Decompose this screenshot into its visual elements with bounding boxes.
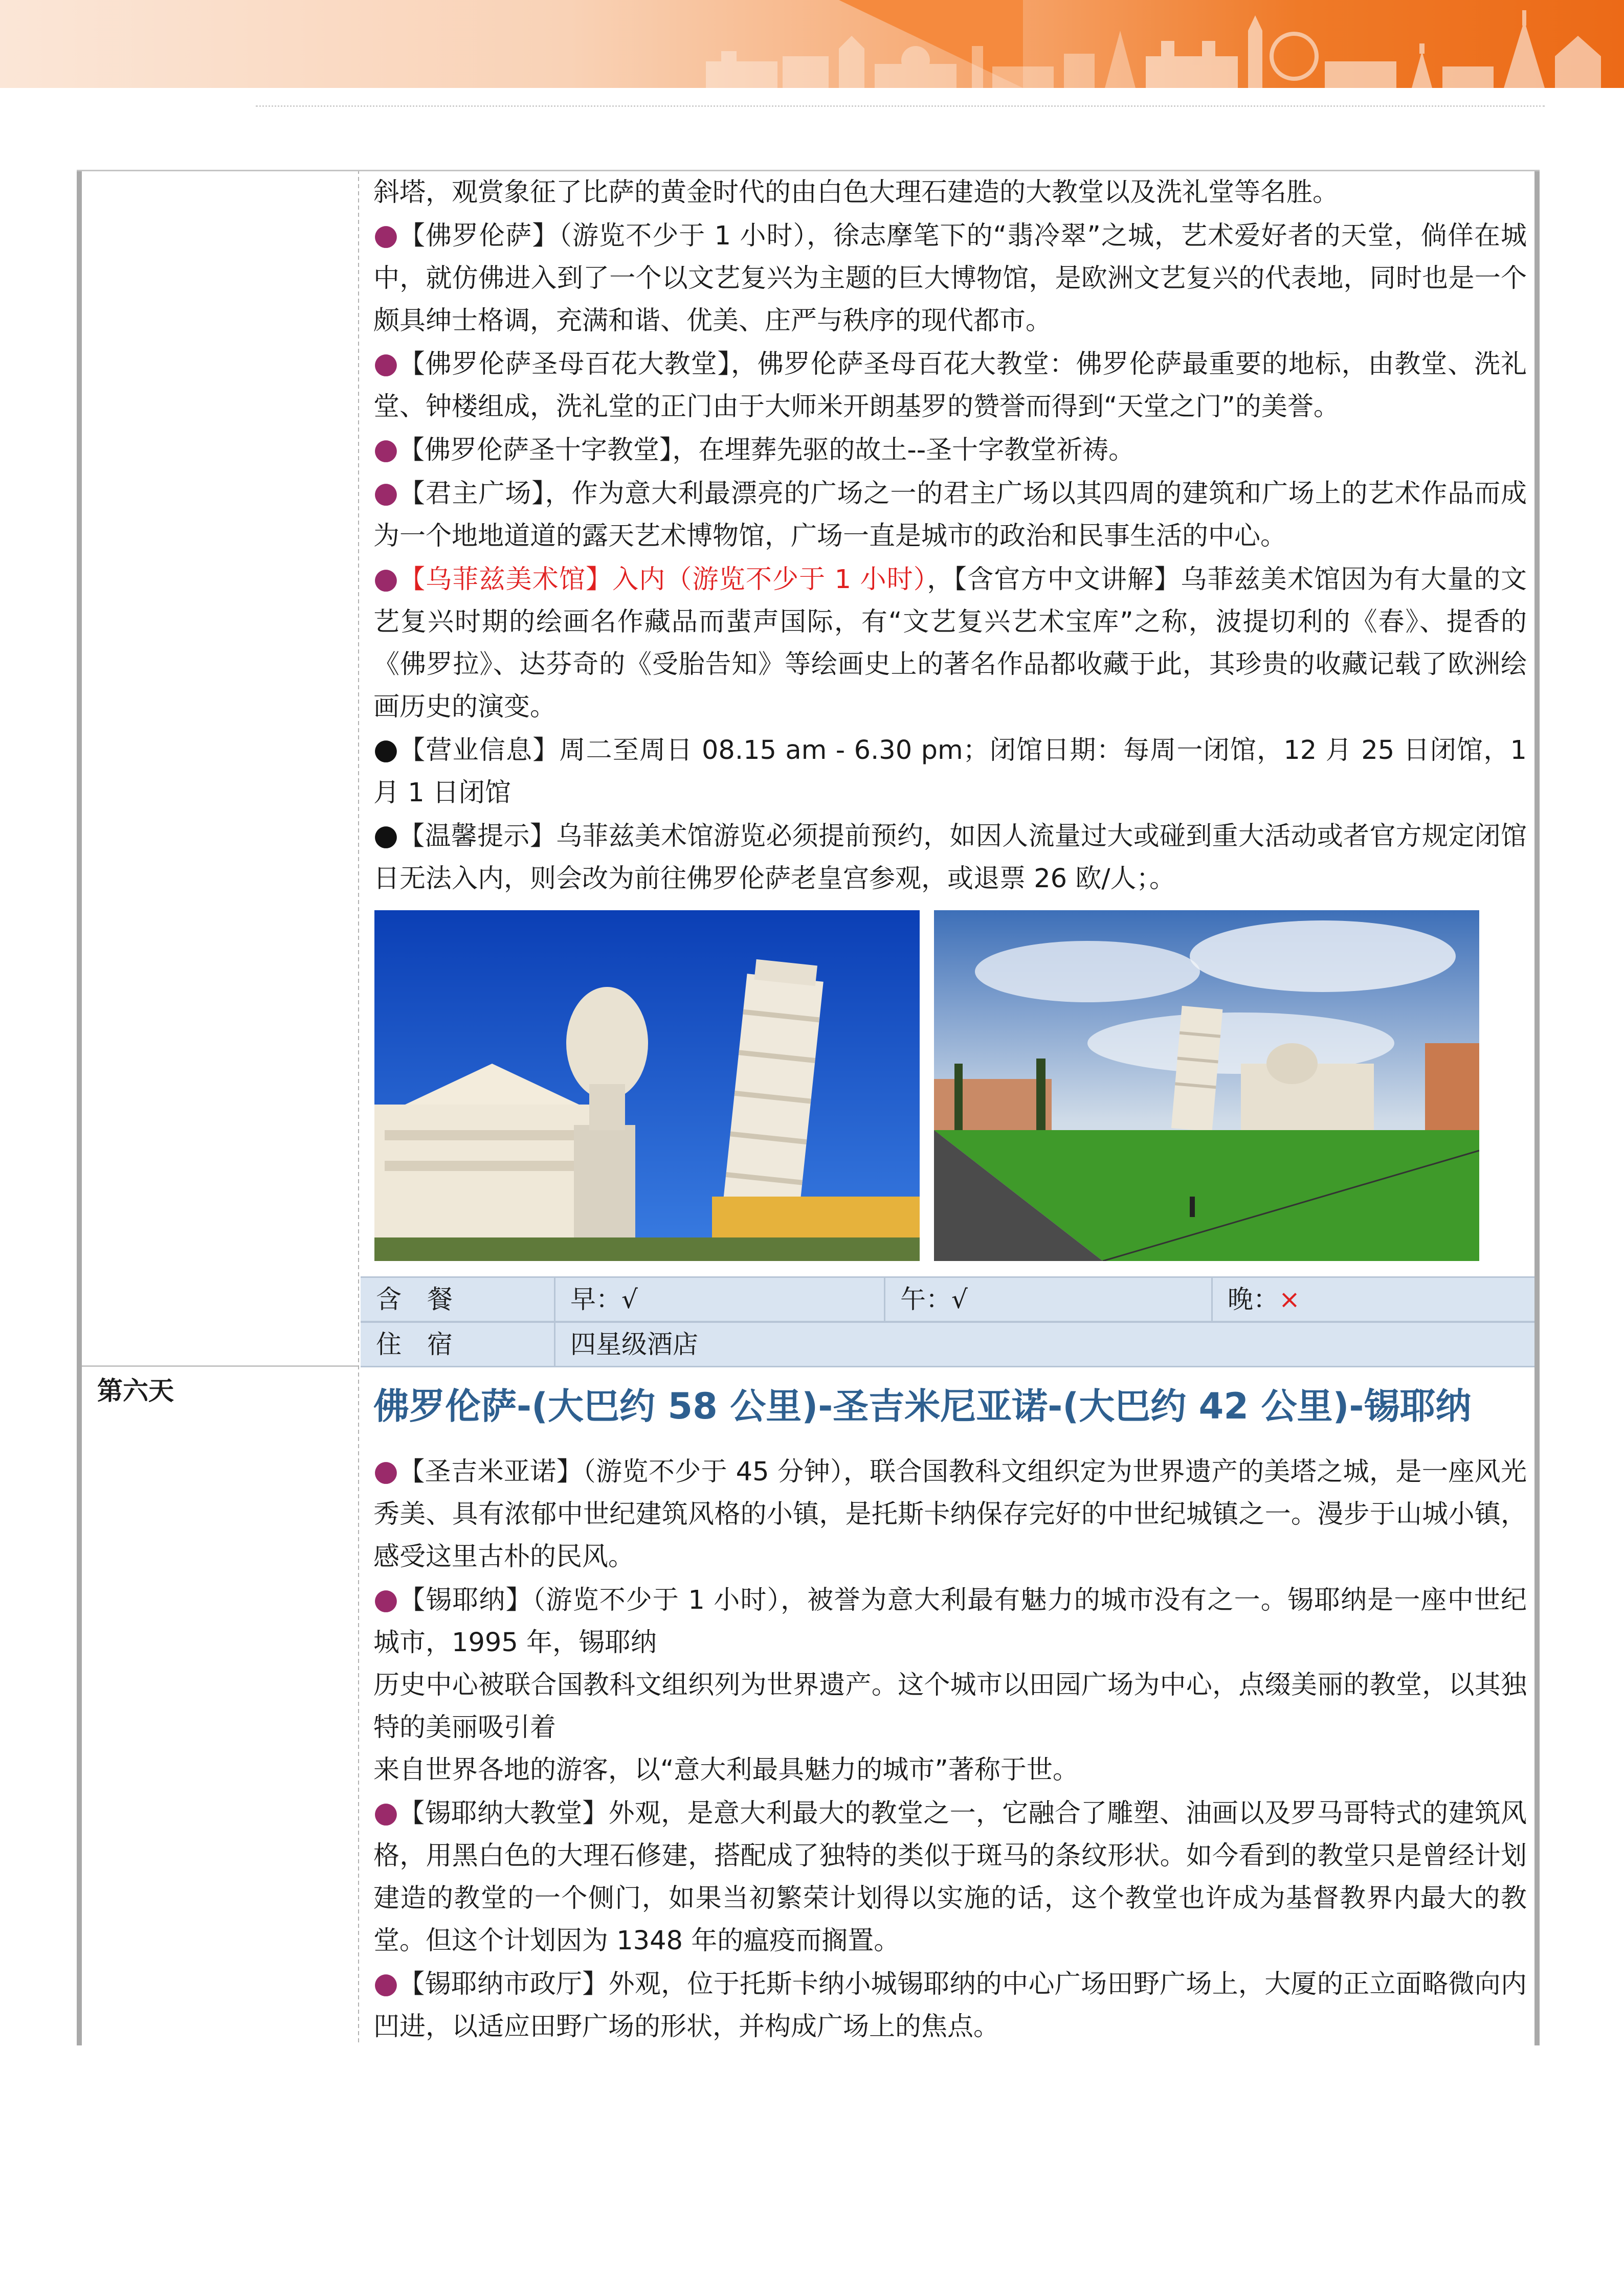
- itinerary-paragraph: [373, 1450, 1527, 1578]
- bullet-icon: ●: [373, 733, 399, 766]
- paragraph-text: 【佛罗伦萨】（游览不少于 1 小时），徐志摩笔下的“翡冷翠”之城，艺术爱好者的天堂，倘佯在城中，就仿佛进入到了一个以文艺复兴为主题的巨大博物馆，是欧洲文艺复兴的代表地，同时也是一个颇具绅士格调，充满和谐、优美、庄严与秩序的现代都市。: [373, 221, 1527, 336]
- pisa-square-lawn-photo: [934, 910, 1479, 1261]
- pisa-tower-statue-photo: [374, 910, 920, 1261]
- itinerary-paragraph: [373, 557, 1527, 728]
- lodging-label: 住 宿: [376, 1330, 453, 1359]
- day6-description: [373, 1450, 1527, 2048]
- paragraph-text: 【锡耶纳】（游览不少于 1 小时），被誉为意大利最有魅力的城市没有之一。锡耶纳是一座中世纪城市，1995 年，锡耶纳: [373, 1585, 1527, 1658]
- bullet-icon: ●: [373, 1796, 399, 1829]
- dinner-value: [1228, 1278, 1300, 1321]
- itinerary-paragraph: [373, 1749, 1527, 1791]
- day-six-label: 第六天: [97, 1376, 174, 1406]
- day5-description: [373, 171, 1527, 900]
- cell-divider: [554, 1278, 555, 1321]
- paragraph-text: ，【含官方中文讲解】乌菲兹美术馆因为有大量的文艺复兴时期的绘画名作藏品而蜚声国际，有“文艺复兴艺术宝库”之称，波提切利的《春》、提香的《佛罗拉》、达芬奇的《受胎告知》等绘画史上的著名作品都收藏于此，其珍贵的收藏记载了欧洲绘画历史的演变。: [373, 565, 1527, 722]
- itinerary-paragraph: [373, 214, 1527, 342]
- table-left-border: [77, 170, 82, 2045]
- bullet-icon: ●: [373, 218, 399, 252]
- day-row-divider: [82, 1365, 358, 1367]
- itinerary-paragraph: [373, 814, 1527, 900]
- cell-divider: [554, 1323, 555, 1366]
- itinerary-paragraph: [373, 342, 1527, 428]
- lunch-value: 午：√: [900, 1285, 968, 1314]
- paragraph-text: 【温馨提示】乌菲兹美术馆游览必须提前预约，如因人流量过大或碰到重大活动或者官方规定闭馆日无法入内，则会改为前往佛罗伦萨老皇宫参观，或退票 26 欧/人；。: [373, 821, 1527, 894]
- itinerary-paragraph: [373, 428, 1527, 471]
- bullet-icon: ●: [373, 1583, 399, 1616]
- breakfast-value: 早：√: [570, 1285, 638, 1314]
- itinerary-paragraph: [373, 1791, 1527, 1962]
- bullet-icon: ●: [373, 476, 399, 509]
- itinerary-paragraph: [373, 471, 1527, 557]
- paragraph-text: 【营业信息】周二至周日 08.15 am - 6.30 pm；闭馆日期：每周一闭馆，12 月 25 日闭馆，1 月 1 日闭馆: [373, 735, 1527, 808]
- paragraph-text: 【佛罗伦萨圣母百花大教堂】，佛罗伦萨圣母百花大教堂：佛罗伦萨最重要的地标，由教堂、洗礼堂、钟楼组成，洗礼堂的正门由于大师米开朗基罗的赞誉而得到“天堂之门”的美誉。: [373, 349, 1527, 422]
- paragraph-text: 【锡耶纳市政厅】外观，位于托斯卡纳小城锡耶纳的中心广场田野广场上，大厦的正立面略微向内凹进，以适应田野广场的形状，并构成广场上的焦点。: [373, 1969, 1527, 2042]
- day6-route-title: 佛罗伦萨-(大巴约 58 公里)-圣吉米尼亚诺-(大巴约 42 公里)-锡耶纳: [373, 1385, 1472, 1427]
- paragraph-text: 斜塔，观赏象征了比萨的黄金时代的由白色大理石建造的大教堂以及洗礼堂等名胜。: [373, 177, 1339, 208]
- bullet-icon: ●: [373, 1454, 399, 1488]
- highlight-text: 【乌菲兹美术馆】入内（游览不少于 1 小时）: [399, 565, 927, 595]
- itinerary-paragraph: [373, 728, 1527, 814]
- dinner-label: 晚：: [1228, 1285, 1279, 1314]
- itinerary-paragraph: [373, 1578, 1527, 1664]
- paragraph-text: 历史中心被联合国教科文组织列为世界遗产。这个城市以田园广场为中心，点缀美丽的教堂，以其独特的美丽吸引着: [373, 1670, 1527, 1743]
- lodging-row: [361, 1321, 1534, 1367]
- paragraph-text: 来自世界各地的游客，以“意大利最具魅力的城市”著称于世。: [373, 1755, 1079, 1785]
- itinerary-paragraph: [373, 1962, 1527, 2048]
- paragraph-text: 【圣吉米亚诺】（游览不少于 45 分钟），联合国教科文组织定为世界遗产的美塔之城，是一座风光秀美、具有浓郁中世纪建筑风格的小镇，是托斯卡纳保存完好的中世纪城镇之一。漫步于山城小镇，感受这里古朴的民风。: [373, 1457, 1527, 1572]
- itinerary-paragraph: [373, 1664, 1527, 1749]
- paragraph-text: 【佛罗伦萨圣十字教堂】，在埋葬先驱的故土--圣十字教堂祈祷。: [398, 435, 1135, 465]
- header-divider: [256, 105, 1545, 107]
- table-column-divider: [358, 170, 359, 2045]
- paragraph-text: 【君主广场】，作为意大利最漂亮的广场之一的君主广场以其四周的建筑和广场上的艺术作品而成为一个地地道道的露天艺术博物馆，广场一直是城市的政治和民事生活的中心。: [373, 479, 1527, 551]
- paragraph-text: 【锡耶纳大教堂】外观，是意大利最大的教堂之一，它融合了雕塑、油画以及罗马哥特式的建筑风格，用黑白色的大理石修建，搭配成了独特的类似于斑马的条纹形状。如今看到的教堂只是曾经计划建造的教堂的一个侧门，如果当初繁荣计划得以实施的话，这个教堂也许成为基督教界内最大的教堂。但这个计划因为 1348 年的瘟疫而搁置。: [373, 1798, 1527, 1956]
- cell-divider: [884, 1278, 885, 1321]
- itinerary-paragraph: [373, 171, 1527, 214]
- lodging-value: 四星级酒店: [570, 1330, 698, 1359]
- meals-label: 含 餐: [376, 1285, 453, 1314]
- cell-divider: [1211, 1278, 1213, 1321]
- dinner-cross-icon: ×: [1279, 1285, 1300, 1314]
- bullet-icon: ●: [373, 347, 399, 380]
- table-right-border: [1534, 170, 1540, 2045]
- meals-row: [361, 1276, 1534, 1322]
- bullet-icon: ●: [373, 562, 399, 595]
- bullet-icon: ●: [373, 433, 398, 466]
- bullet-icon: ●: [373, 819, 399, 852]
- bullet-icon: ●: [373, 1967, 399, 2000]
- city-skyline-icon: [685, 0, 1624, 88]
